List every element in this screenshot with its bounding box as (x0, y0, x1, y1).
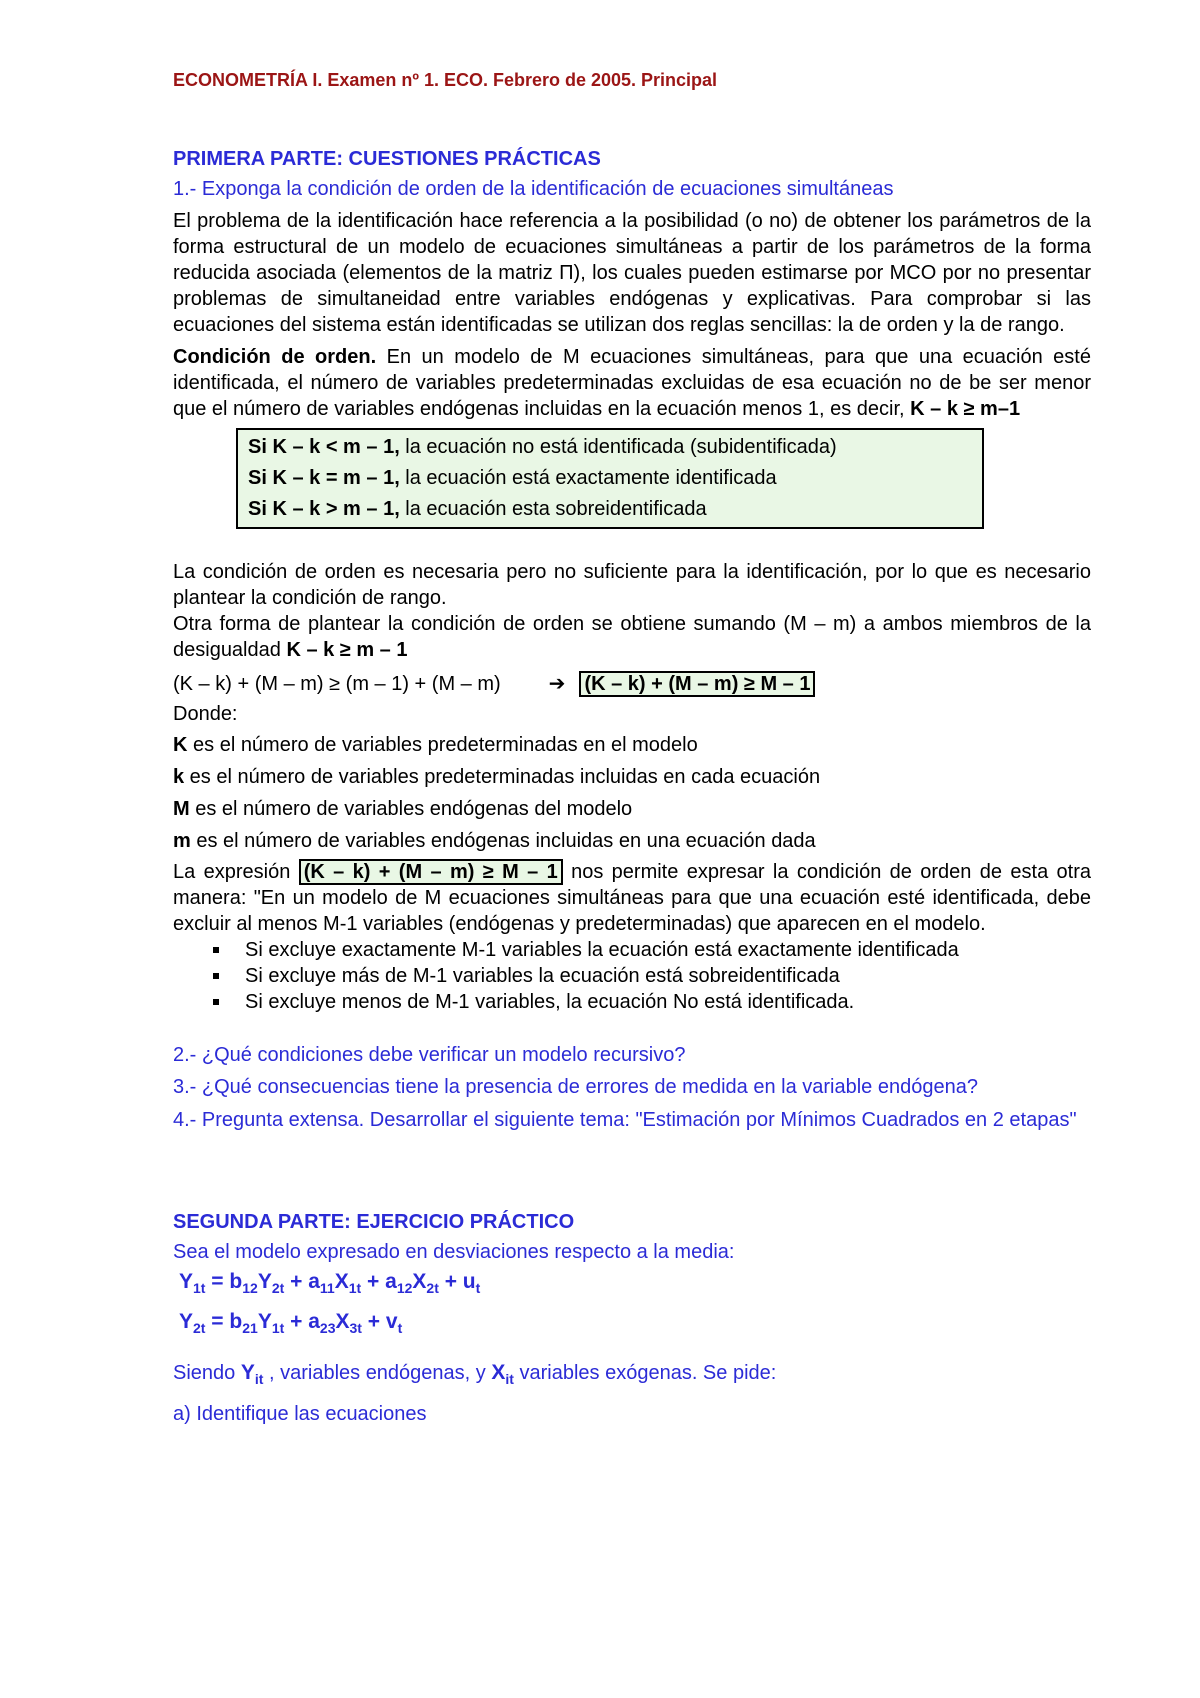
bullet-square-icon (213, 947, 219, 953)
case-text: la ecuación no está identificada (subidentificada) (399, 436, 837, 458)
definitions-list (173, 729, 1091, 857)
part2-title: SEGUNDA PARTE: EJERCICIO PRÁCTICO (173, 1211, 575, 1233)
bullet-item (213, 989, 1091, 1015)
definition-item (173, 825, 1091, 857)
bullet-square-icon (213, 973, 219, 979)
exam-header: ECONOMETRÍA I. Examen nº 1. ECO. Febrero de 2005. Principal (173, 70, 718, 90)
question-3: 3.- ¿Qué consecuencias tiene la presencia de errores de medida en la variable endógena? (173, 1076, 978, 1098)
definition-symbol: K (173, 734, 188, 756)
donde-label: Donde: (173, 703, 238, 725)
necessary-paragraph: La condición de orden es necesaria pero no suficiente para la identificación, por lo que es necesario plantear la condición de rango. (173, 561, 1091, 609)
other-form-formula: K – k ≥ m – 1 (286, 639, 408, 661)
other-form-text: Otra forma de plantear la condición de orden se obtiene sumando (M – m) a ambos miembros de la desigualdad (173, 613, 1091, 661)
definition-text: es el número de variables endógenas incluidas en una ecuación dada (190, 830, 816, 852)
case-condition: Si K – k < m – 1, (248, 436, 400, 458)
derivation-left: (K – k) + (M – m) ≥ (m – 1) + (M – m) (173, 673, 501, 695)
expression-pre: La expresión (173, 861, 299, 883)
case-condition: Si K – k = m – 1, (248, 467, 400, 489)
case-subidentified (248, 432, 972, 463)
question-a: a) Identifique las ecuaciones (173, 1403, 427, 1425)
bullet-item (213, 937, 1091, 963)
bullet-square-icon (213, 999, 219, 1005)
bullet-text: Si excluye menos de M-1 variables, la ecuación No está identificada. (245, 991, 855, 1013)
definition-symbol: k (173, 766, 185, 788)
case-condition: Si K – k > m – 1, (248, 498, 400, 520)
definition-symbol: M (173, 798, 190, 820)
order-condition-paragraph (173, 344, 1091, 422)
case-text: la ecuación está exactamente identificada (399, 467, 777, 489)
definition-symbol: m (173, 830, 191, 852)
equation-1: $Y_{1t} = b_{12}Y_{2t} + a_{11}X_{1t} + a_{12}X_{2t} + u_t$ (179, 1270, 481, 1296)
bullet-text: Si excluye exactamente M-1 variables la ecuación está exactamente identificada (245, 939, 959, 961)
arrow-icon: ➔ (548, 673, 566, 695)
case-text: la ecuación esta sobreidentificada (399, 498, 707, 520)
bullet-item (213, 963, 1091, 989)
derivation-result-box: (K – k) + (M – m) ≥ M – 1 (579, 671, 815, 697)
identification-cases-box (236, 428, 984, 529)
order-condition-formula: K – k ≥ m–1 (910, 398, 1021, 420)
intro-paragraph: El problema de la identificación hace referencia a la posibilidad (o no) de obtener los parámetros de la forma estructural de un modelo de ecuaciones simultáneas a partir de los parámetros de la forma reducida asociada (elementos de la matriz Π), los cuales pueden estimarse por MCO por no presentar problemas de simultaneidad entre variables endógenas y explicativas. Para comprobar si las ecuaciones del sistema están identificadas se utilizan dos reglas sencillas: la de orden y la de rango. (173, 210, 1091, 336)
definition-text: es el número de variables predeterminadas en el modelo (187, 734, 698, 756)
case-exactly-identified (248, 463, 972, 494)
question-4: 4.- Pregunta extensa. Desarrollar el siguiente tema: "Estimación por Mínimos Cuadrados en 2 etapas" (173, 1109, 1077, 1131)
part1-title: PRIMERA PARTE: CUESTIONES PRÁCTICAS (173, 148, 601, 170)
expression-post: nos permite expresar la condición de orden de esta otra manera: "En un modelo de M ecuaciones simultáneas para que una ecuación esté identificada, debe excluir al menos M-1 variables (endógenas y predeterminadas) que aparecen en el modelo. (173, 861, 1092, 935)
definition-text: es el número de variables endógenas del modelo (189, 798, 633, 820)
equation-2: $Y_{2t} = b_{21}Y_{1t} + a_{23}X_{3t} + v_t$ (179, 1310, 403, 1336)
definition-item (173, 761, 1091, 793)
order-condition-label: Condición de orden. (173, 346, 377, 368)
definition-item (173, 793, 1091, 825)
definition-text: es el número de variables predeterminadas incluidas en cada ecuación (184, 766, 821, 788)
order-condition-text: En un modelo de M ecuaciones simultáneas, para que una ecuación esté identificada, el número de variables predeterminadas excluidas de esa ecuación no de be ser menor que el número de variables endógenas incluidas en la ecuación menos 1, es decir, (173, 346, 1091, 420)
definition-item (173, 729, 1091, 761)
part2-intro: Sea el modelo expresado en desviaciones respecto a la media: (173, 1241, 735, 1263)
derivation-line (173, 669, 1091, 699)
document-body (173, 146, 1091, 1429)
bullet-text: Si excluye más de M-1 variables la ecuación está sobreidentificada (245, 965, 840, 987)
exclusion-bullets (173, 937, 1091, 1015)
case-overidentified (248, 494, 972, 525)
expression-box: (K – k) + (M – m) ≥ M – 1 (299, 859, 563, 885)
expression-paragraph (173, 859, 1091, 937)
question-2: 2.- ¿Qué condiciones debe verificar un modelo recursivo? (173, 1044, 686, 1066)
other-form-paragraph (173, 611, 1091, 663)
siendo-line: Siendo $Y_{it}$ , variables endógenas, y $X_{it}$ variables exógenas. Se pide: (173, 1361, 777, 1387)
question-1: 1.- Exponga la condición de orden de la identificación de ecuaciones simultáneas (173, 178, 894, 200)
